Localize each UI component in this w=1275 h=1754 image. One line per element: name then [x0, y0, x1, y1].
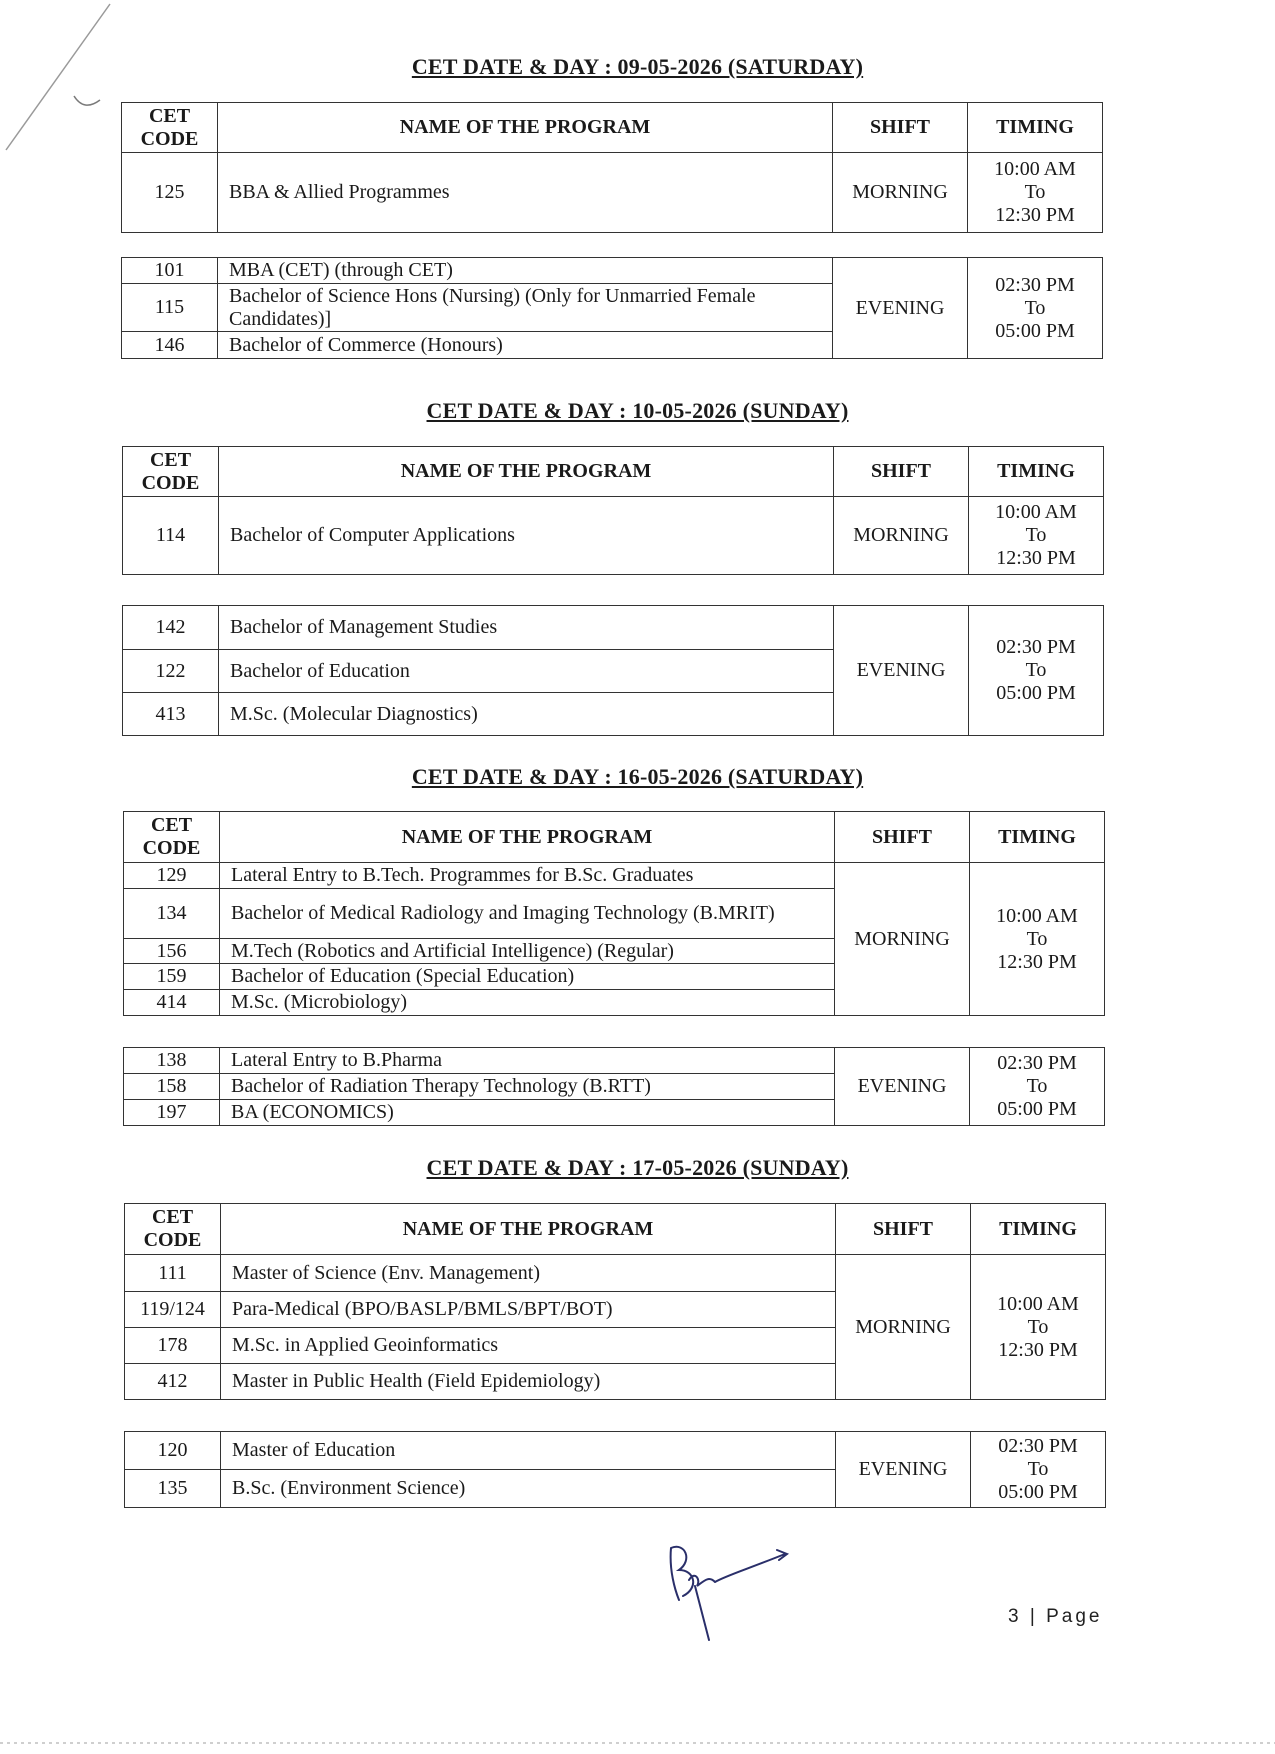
timing: 02:30 PM To 05:00 PM — [970, 1048, 1105, 1126]
header-cet-code: CET CODE — [125, 1204, 221, 1255]
cet-code: 156 — [124, 939, 220, 964]
table-row — [123, 606, 1104, 650]
shift-label: EVENING — [833, 258, 968, 359]
header-timing: TIMING — [970, 812, 1105, 863]
page-number: 3 | Page — [1008, 1606, 1103, 1627]
table-row — [124, 1048, 1105, 1074]
cet-code: 135 — [125, 1470, 221, 1508]
table-row — [125, 1255, 1106, 1292]
day-3-heading: CET DATE & DAY : 16-05-2026 (SATURDAY) — [411, 764, 864, 789]
day-3-morning-table — [123, 811, 1105, 1016]
program-name: Bachelor of Education — [219, 650, 834, 693]
cet-code: 111 — [125, 1255, 221, 1292]
program-name: Bachelor of Management Studies — [219, 606, 834, 650]
cet-code: 122 — [123, 650, 219, 693]
cet-code: 414 — [124, 990, 220, 1016]
program-name: M.Sc. (Microbiology) — [220, 990, 835, 1016]
day-2-heading: CET DATE & DAY : 10-05-2026 (SUNDAY) — [426, 398, 849, 423]
timing: 10:00 AM To 12:30 PM — [970, 863, 1105, 1016]
shift-label: MORNING — [834, 497, 969, 575]
cet-code: 138 — [124, 1048, 220, 1074]
signature — [665, 1540, 795, 1645]
timing: 02:30 PM To 05:00 PM — [968, 258, 1103, 359]
program-name: Bachelor of Science Hons (Nursing) (Only for Unmarried Female Candidates)] — [218, 284, 833, 332]
cet-code: 119/124 — [125, 1292, 221, 1328]
cet-code: 159 — [124, 964, 220, 990]
shift-label: MORNING — [835, 863, 970, 1016]
shift-label: EVENING — [835, 1048, 970, 1126]
cet-code: 413 — [123, 693, 219, 736]
day-2-morning-table — [122, 446, 1104, 575]
header-timing: TIMING — [968, 103, 1103, 153]
program-name: Para-Medical (BPO/BASLP/BMLS/BPT/BOT) — [221, 1292, 836, 1328]
shift-label: MORNING — [833, 153, 968, 233]
program-name: Lateral Entry to B.Pharma — [220, 1048, 835, 1074]
shift-label: EVENING — [834, 606, 969, 736]
cet-code: 129 — [124, 863, 220, 889]
timing: 02:30 PM To 05:00 PM — [971, 1432, 1106, 1508]
cet-code: 197 — [124, 1100, 220, 1126]
header-program: NAME OF THE PROGRAM — [219, 447, 834, 497]
cet-code: 178 — [125, 1328, 221, 1364]
header-program: NAME OF THE PROGRAM — [221, 1204, 836, 1255]
cet-code: 114 — [123, 497, 219, 575]
table-row — [123, 497, 1104, 575]
program-name: Master of Science (Env. Management) — [221, 1255, 836, 1292]
header-shift: SHIFT — [834, 447, 969, 497]
program-name: Master in Public Health (Field Epidemiology) — [221, 1364, 836, 1400]
day-1-evening-table — [121, 257, 1103, 359]
header-timing: TIMING — [971, 1204, 1106, 1255]
pen-mark — [0, 0, 120, 170]
timing: 10:00 AM To 12:30 PM — [971, 1255, 1106, 1400]
header-shift: SHIFT — [836, 1204, 971, 1255]
timing: 02:30 PM To 05:00 PM — [969, 606, 1104, 736]
program-name: M.Sc. (Molecular Diagnostics) — [219, 693, 834, 736]
timing: 10:00 AM To 12:30 PM — [968, 153, 1103, 233]
program-name: B.Sc. (Environment Science) — [221, 1470, 836, 1508]
program-name: Bachelor of Radiation Therapy Technology (B.RTT) — [220, 1074, 835, 1100]
cet-code: 146 — [122, 332, 218, 359]
program-name: Bachelor of Computer Applications — [219, 497, 834, 575]
program-name: BA (ECONOMICS) — [220, 1100, 835, 1126]
day-4-heading: CET DATE & DAY : 17-05-2026 (SUNDAY) — [426, 1155, 849, 1180]
cet-code: 125 — [122, 153, 218, 233]
table-row — [125, 1432, 1106, 1470]
timing: 10:00 AM To 12:30 PM — [969, 497, 1104, 575]
table-row — [124, 863, 1105, 889]
day-3-evening-table — [123, 1047, 1105, 1126]
header-cet-code: CET CODE — [123, 447, 219, 497]
cet-code: 412 — [125, 1364, 221, 1400]
shift-label: EVENING — [836, 1432, 971, 1508]
day-2-evening-table — [122, 605, 1104, 736]
cet-code: 134 — [124, 889, 220, 939]
header-shift: SHIFT — [835, 812, 970, 863]
program-name: Master of Education — [221, 1432, 836, 1470]
program-name: M.Tech (Robotics and Artificial Intelligence) (Regular) — [220, 939, 835, 964]
header-program: NAME OF THE PROGRAM — [220, 812, 835, 863]
day-4-morning-table — [124, 1203, 1106, 1400]
header-cet-code: CET CODE — [122, 103, 218, 153]
program-name: Lateral Entry to B.Tech. Programmes for B.Sc. Graduates — [220, 863, 835, 889]
header-timing: TIMING — [969, 447, 1104, 497]
cet-code: 115 — [122, 284, 218, 332]
cet-code: 101 — [122, 258, 218, 284]
program-name: Bachelor of Medical Radiology and Imaging Technology (B.MRIT) — [220, 889, 835, 939]
program-name: M.Sc. in Applied Geoinformatics — [221, 1328, 836, 1364]
scan-edge — [0, 1742, 1275, 1744]
day-1-heading: CET DATE & DAY : 09-05-2026 (SATURDAY) — [411, 54, 864, 79]
cet-code: 158 — [124, 1074, 220, 1100]
table-row — [122, 258, 1103, 284]
program-name: Bachelor of Commerce (Honours) — [218, 332, 833, 359]
program-name: MBA (CET) (through CET) — [218, 258, 833, 284]
cet-code: 142 — [123, 606, 219, 650]
shift-label: MORNING — [836, 1255, 971, 1400]
program-name: Bachelor of Education (Special Education) — [220, 964, 835, 990]
header-shift: SHIFT — [833, 103, 968, 153]
cet-code: 120 — [125, 1432, 221, 1470]
table-row — [122, 153, 1103, 233]
program-name: BBA & Allied Programmes — [218, 153, 833, 233]
day-1-morning-table — [121, 102, 1103, 233]
header-cet-code: CET CODE — [124, 812, 220, 863]
day-4-evening-table — [124, 1431, 1106, 1508]
header-program: NAME OF THE PROGRAM — [218, 103, 833, 153]
